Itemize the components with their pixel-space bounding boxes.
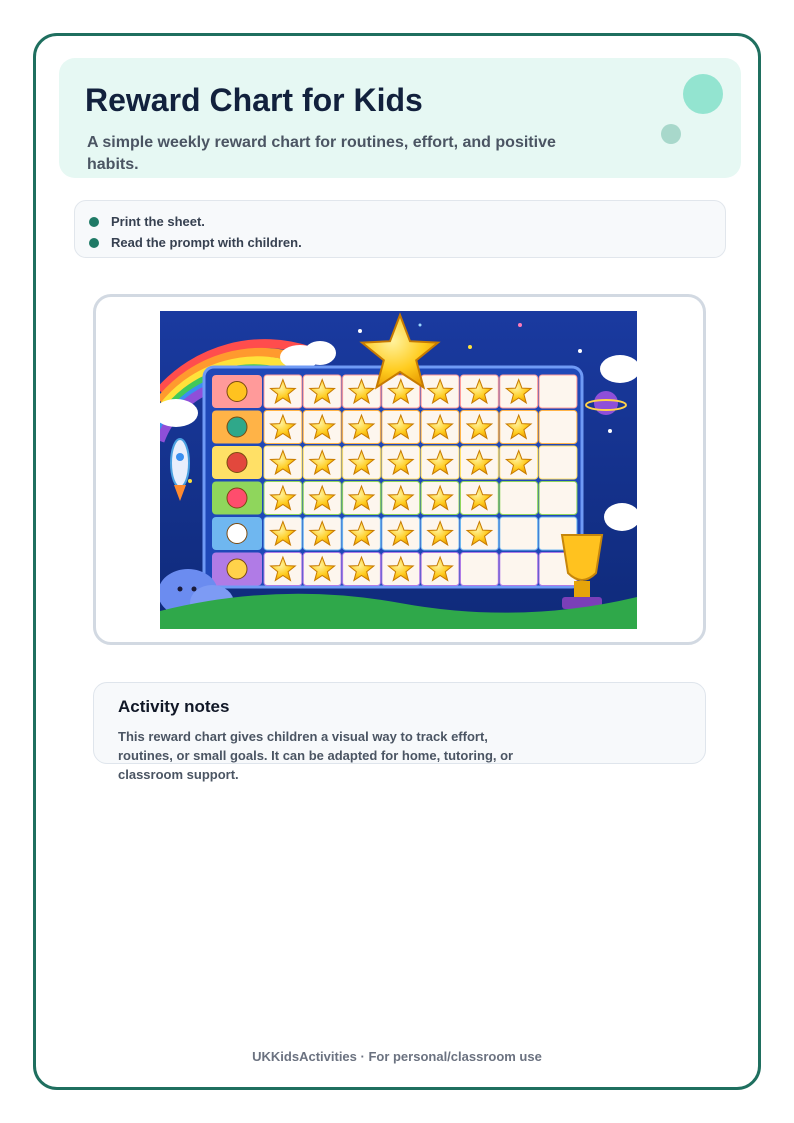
decorative-bubble-large xyxy=(683,74,723,114)
page-subtitle: A simple weekly reward chart for routines, effort, and positive habits. xyxy=(87,134,556,173)
illustration-frame xyxy=(93,294,706,645)
bullet-dot-icon xyxy=(89,217,99,227)
chart-cell xyxy=(500,517,538,550)
instruction-step xyxy=(89,232,725,253)
chart-cell xyxy=(539,446,577,479)
instruction-text: Read the prompt with children. xyxy=(111,235,302,250)
chart-cell xyxy=(461,553,499,586)
instruction-step xyxy=(89,211,725,232)
heart-icon xyxy=(227,488,247,508)
instructions-box xyxy=(74,200,726,258)
reward-chart-illustration xyxy=(160,311,637,629)
chart-cell xyxy=(500,553,538,586)
activity-notes-box xyxy=(93,682,706,782)
moon-icon xyxy=(227,559,247,579)
page-footer: UKKidsActivities · For personal/classroom use xyxy=(252,1049,542,1064)
trophy-icon xyxy=(562,535,602,609)
header-banner xyxy=(59,58,741,178)
notes-heading: Activity notes xyxy=(118,697,230,716)
toothbrush-icon xyxy=(227,524,247,544)
books-icon xyxy=(227,453,247,473)
sun-icon xyxy=(227,382,247,402)
instruction-text: Print the sheet. xyxy=(111,214,205,229)
backpack-icon xyxy=(227,417,247,437)
chart-cell xyxy=(500,482,538,515)
decorative-bubble-small xyxy=(661,124,681,144)
chart-cell xyxy=(539,411,577,444)
chart-cell xyxy=(539,375,577,408)
page-title: Reward Chart for Kids xyxy=(85,82,423,118)
bullet-dot-icon xyxy=(89,238,99,248)
chart-cell xyxy=(539,482,577,515)
worksheet-page xyxy=(33,33,761,1090)
notes-body: This reward chart gives children a visual way to track effort, routines, or small goals. It can be adapted for home, tutoring, or classroom support. xyxy=(118,729,514,782)
